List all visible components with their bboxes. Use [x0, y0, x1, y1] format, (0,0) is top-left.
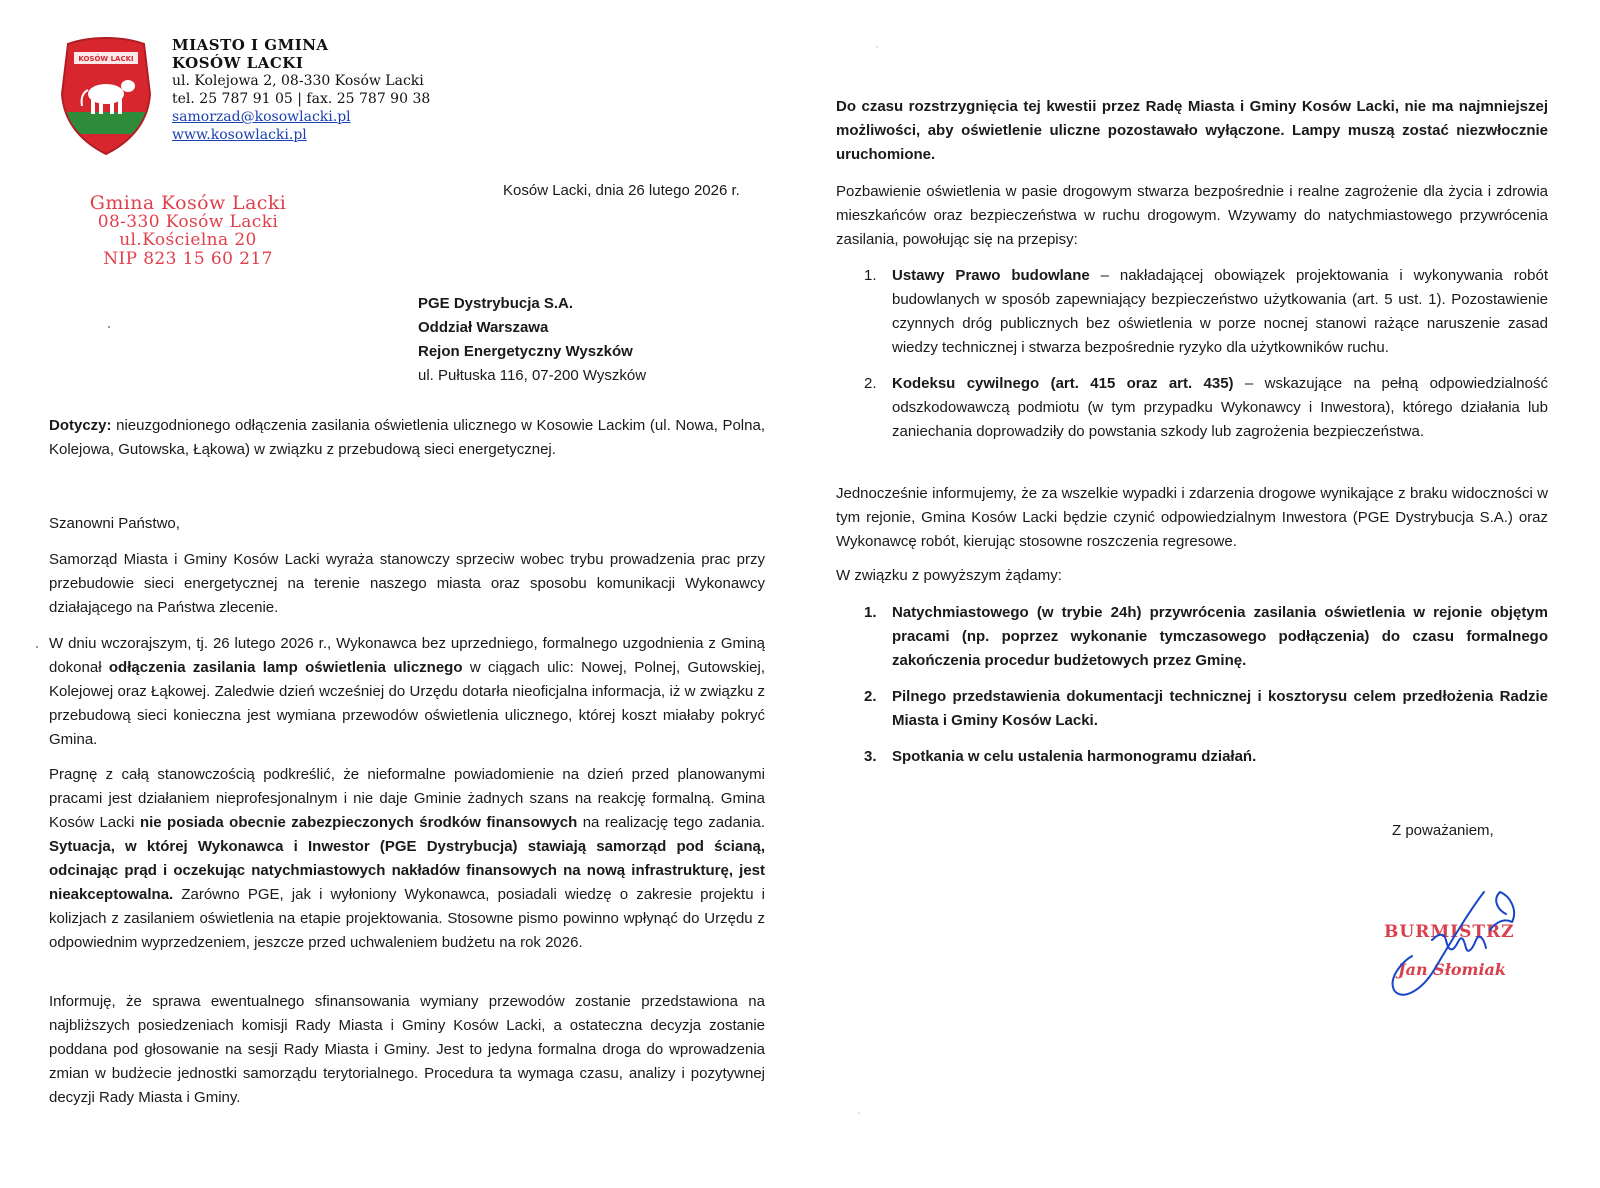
handwritten-signature-icon	[1372, 870, 1552, 1020]
right-paragraph-2: Pozbawienie oświetlenia w pasie drogowym stwarza bezpośrednie i realne zagrożenie dla życia i zdrowia mieszkańców oraz bezpieczeństwa w ruchu drogowym. Wzywamy do natychmiastowego przywrócenia zasilania, powołując się na przepisy:	[836, 183, 1548, 248]
signature-name-stamp: Jan Słomiak	[1398, 960, 1506, 979]
demand-text: Natychmiastowego (w trybie 24h) przywrócenia zasilania oświetlenia w rejonie objętym pracami (np. poprzez wykonanie tymczasowego podłączenia) do czasu formalnego zakończenia procedur budżetowych przez Gminę.	[892, 604, 1548, 669]
recipient-line3: Rejon Energetyczny Wyszków	[418, 343, 633, 360]
paragraph-2-c: w ciągach ulic: Nowej, Polnej, Gutowskiej, Kolejowej oraz Łąkowej. Zaledwie dzień wcześniej do Urzędu dotarła nieoficjalna informacja, iż w związku z przebudową sieci konieczna jest wymiana przewodów oświetlenia ulicznego, której koszt miałaby pokryć Gmina.	[49, 659, 765, 748]
subject-line	[49, 414, 765, 462]
stamp-line2: 08-330 Kosów Lacki	[97, 211, 279, 232]
demand-text: Pilnego przedstawienia dokumentacji technicznej i kosztorysu celem przedłożenia Radzie Miasta i Gminy Kosów Lacki.	[892, 688, 1548, 729]
signature-title-stamp: BURMISTRZ	[1384, 922, 1515, 942]
org-name-line2: KOSÓW LACKI	[172, 54, 304, 72]
stamp-line1: Gmina Kosów Lacki	[89, 192, 287, 214]
website-link[interactable]: www.kosowlacki.pl	[172, 127, 307, 143]
stamp-line3: ul.Kościelna 20	[119, 230, 257, 250]
paragraph-4: Informuję, że sprawa ewentualnego sfinansowania wymiany przewodów zostanie przedstawiona na najbliższych posiedzeniach komisji Rady Miasta i Gminy Kosów Lacki, a ostateczna decyzja zostanie poddana pod głosowanie na sesji Rady Miasta i Gminy. Jest to jedyna formalna droga do wprowadzenia zmian w budżecie jednostki samorządu terytorialnego. Procedura ta wymaga czasu, analizy i pozytywnej decyzji Rady Miasta i Gminy.	[49, 993, 765, 1106]
paragraph-2	[49, 632, 765, 752]
legal-list-number: 1.	[864, 267, 877, 284]
demands-list	[836, 601, 1548, 769]
scan-speck	[876, 46, 878, 48]
org-phone: tel. 25 787 91 05 | fax. 25 787 90 38	[172, 91, 431, 107]
recipient-line1: PGE Dystrybucja S.A.	[418, 295, 574, 312]
right-paragraph-1: Do czasu rozstrzygnięcia tej kwestii przez Radę Miasta i Gminy Kosów Lacki, nie ma najmniejszej możliwości, aby oświetlenie uliczne pozostawało wyłączone. Lampy muszą zostać niezwłocznie uruchomione.	[836, 98, 1548, 163]
office-stamp	[78, 194, 298, 268]
legal-list-item	[836, 264, 1548, 360]
paragraph-2-bold: odłączenia zasilania lamp oświetlenia ulicznego	[108, 659, 463, 676]
subject-label: Dotyczy:	[49, 417, 112, 434]
paragraph-3-e: Zarówno PGE, jak i wyłoniony Wykonawca, posiadali wiedzę o zakresie projektu i kolizjach z zasilaniem oświetlenia na etapie projektowania. Stosowne pismo powinno wpłynąć do Urzędu z odpowiednim wyprzedzeniem, jeszcze przed uchwaleniem budżetu na rok 2026.	[49, 886, 765, 951]
scan-speck	[36, 646, 38, 648]
scan-speck	[858, 1112, 860, 1114]
paragraph-1: Samorząd Miasta i Gminy Kosów Lacki wyraża stanowczy sprzeciw wobec trybu prowadzenia prac przy przebudowie sieci energetycznej na terenie naszego miasta oraz sposobu komunikacji Wykonawcy działającego na Państwa zlecenie.	[49, 551, 765, 616]
coat-of-arms-icon	[60, 34, 152, 156]
subject-text: nieuzgodnionego odłączenia zasilania oświetlenia ulicznego w Kosowie Lackim (ul. Nowa, Polna, Kolejowa, Gutowska, Łąkowa) w związku z przebudową sieci energetycznej.	[49, 417, 765, 458]
greeting: Szanowni Państwo,	[49, 515, 180, 532]
scan-speck	[108, 326, 110, 328]
crest-text: KOSÓW LACKI	[78, 55, 134, 63]
paragraph-3-bold1: nie posiada obecnie zabezpieczonych środków finansowych	[139, 814, 578, 831]
demand-item	[836, 685, 1548, 733]
legal-list-text: – wskazujące na pełną odpowiedzialność odszkodowawczą podmiotu (w tym przypadku Wykonawcy i Inwestora), którego działania lub zaniechania doprowadziły do powstania szkody lub zagrożenia bezpieczeństwa.	[892, 375, 1548, 440]
demand-text: Spotkania w celu ustalenia harmonogramu działań.	[892, 748, 1257, 765]
recipient-line4: ul. Pułtuska 116, 07-200 Wyszków	[418, 367, 647, 384]
recipient-line2: Oddział Warszawa	[418, 319, 549, 336]
demand-item	[836, 745, 1548, 769]
legal-list	[836, 264, 1548, 444]
paragraph-3-bold2: Sytuacja, w której Wykonawca i Inwestor (PGE Dystrybucja) stawiają samorząd pod ścianą, odcinając prąd i oczekując natychmiastowych nakładów finansowych na nową infrastrukturę, jest nieakceptowalna.	[49, 838, 765, 903]
letter-date: Kosów Lacki, dnia 26 lutego 2026 r.	[503, 182, 740, 199]
legal-list-item	[836, 372, 1548, 444]
legal-list-title: Ustawy Prawo budowlane	[892, 267, 1090, 284]
demand-number: 3.	[864, 748, 877, 765]
org-address: ul. Kolejowa 2, 08-330 Kosów Lacki	[172, 73, 424, 89]
letterhead	[172, 36, 430, 144]
org-name-line1: MIASTO I GMINA	[172, 36, 329, 54]
legal-list-number: 2.	[864, 375, 877, 392]
paragraph-2-a: W dniu wczorajszym, tj. 26 lutego 2026 r., Wykonawca bez uprzedniego, formalnego uzgodnienia z Gminą dokonał	[49, 635, 765, 676]
closing: Z poważaniem,	[1392, 822, 1494, 839]
recipient-block	[418, 292, 646, 388]
paragraph-3-c: na realizację tego zadania.	[577, 814, 766, 831]
email-link[interactable]: samorzad@kosowlacki.pl	[172, 109, 351, 125]
right-paragraph-3: Jednocześnie informujemy, że za wszelkie wypadki i zdarzenia drogowe wynikające z braku widoczności w tym rejonie, Gmina Kosów Lacki będzie czynić odpowiedzialnym Inwestora (PGE Dystrybucja S.A.) oraz Wykonawcę robót, kierując stosowne roszczenia regresowe.	[836, 485, 1548, 550]
paragraph-3	[49, 763, 765, 955]
legal-list-text: – nakładającej obowiązek projektowania i wykonywania robót budowlanych w sposób zapewniający bezpieczeństwo użytkowania (art. 5 ust. 1). Pozostawienie czynnych dróg publicznych bez oświetlenia w porze nocnej stanowi rażące naruszenie zasad wiedzy technicznej i stwarza bezpośrednie ryzyko dla użytkowników ruchu.	[892, 267, 1548, 356]
stamp-line4: NIP 823 15 60 217	[103, 248, 273, 269]
demand-number: 2.	[864, 688, 877, 705]
legal-list-title: Kodeksu cywilnego (art. 415 oraz art. 435)	[892, 375, 1234, 392]
paragraph-3-a: Pragnę z całą stanowczością podkreślić, że nieformalne powiadomienie na dzień przed planowanymi pracami jest działaniem nieprofesjonalnym i nie daje Gminie żadnych szans na reakcję formalną. Gmina Kosów Lacki	[49, 766, 765, 831]
demand-item	[836, 601, 1548, 673]
demand-number: 1.	[864, 604, 877, 621]
demands-intro: W związku z powyższym żądamy:	[836, 567, 1062, 584]
